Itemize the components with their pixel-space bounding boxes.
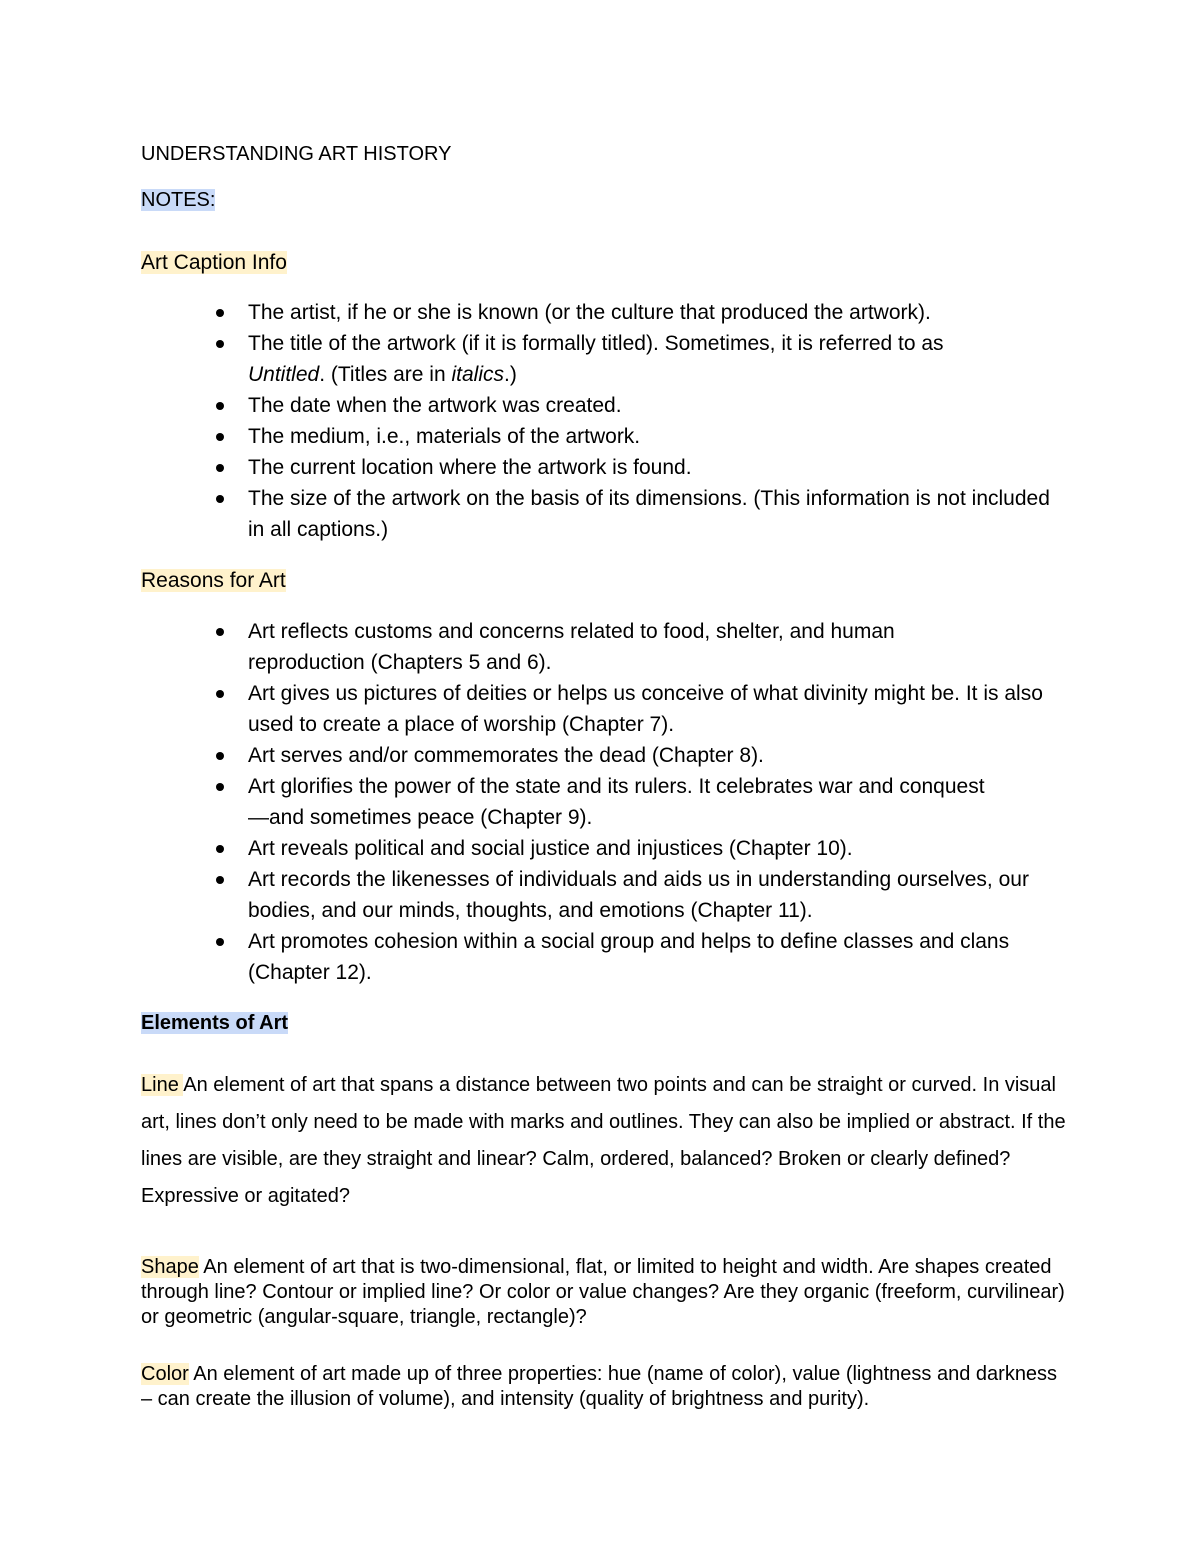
list-item: Art glorifies the power of the state and its rulers. It celebrates war and conquest—and sometimes peace (Chapter 9). [141,771,988,833]
list-item: The current location where the artwork is found. [141,452,1071,483]
item-text: .) [503,363,517,386]
shape-text: An element of art that is two-dimensional, flat, or limited to height and width. Are shapes created through line? Contour or implied line? Or color or value changes? Are they organic (freeform, curvilinear) or geometric (angular-square, triangle, rectangle)? [141,1256,1065,1328]
notes-label-block [141,187,215,213]
list-item: The size of the artwork on the basis of its dimensions. (This information is not included in all captions.) [141,483,1068,545]
line-text: An element of art that spans a distance between two points and can be straight or curved. In visual art, lines don’t only need to be made with marks and outlines. They can also be implied or abstract. If the lines are visible, are they straight and linear? Calm, ordered, balanced? Broken or clearly defined? Expressive or agitated? [141,1074,1066,1207]
item-text: . (Titles are in [319,363,452,386]
document-title: UNDERSTANDING ART HISTORY [141,143,452,165]
shape-term: Shape [141,1256,199,1278]
list-item: Art promotes cohesion within a social group and helps to define classes and clans (Chapter 12). [141,926,1058,988]
list-item: Art records the likenesses of individuals and aids us in understanding ourselves, our bodies, and our minds, thoughts, and emotions (Chapter 11). [141,864,1048,926]
list-item: Art gives us pictures of deities or helps us conceive of what divinity might be. It is also used to create a place of worship (Chapter 7). [141,678,1063,740]
caption-heading: Art Caption Info [141,251,287,274]
color-paragraph [141,1362,1071,1412]
reasons-list [141,616,1071,988]
reasons-heading-block [141,567,286,595]
color-text: An element of art made up of three properties: hue (name of color), value (lightness and darkness – can create the illusion of volume), and intensity (quality of brightness and purity). [141,1363,1058,1410]
line-term: Line [141,1074,184,1096]
elements-heading: Elements of Art [141,1012,289,1034]
item-text: The title of the artwork (if it is formally titled). Sometimes, it is referred to as [248,332,944,355]
list-item: Art reflects customs and concerns related to food, shelter, and human reproduction (Chapters 5 and 6). [141,616,988,678]
elements-heading-block [141,1010,288,1036]
item-italic: Untitled [248,363,320,386]
caption-list [141,297,1071,545]
list-item: The medium, i.e., materials of the artwork. [141,421,1071,452]
list-item: The date when the artwork was created. [141,390,1071,421]
line-paragraph [141,1067,1071,1215]
list-item [141,328,1071,390]
caption-heading-block [141,249,287,277]
shape-paragraph [141,1255,1071,1330]
item-italic: italics [451,363,504,386]
color-term: Color [141,1363,189,1385]
list-item: Art reveals political and social justice and injustices (Chapter 10). [141,833,1071,864]
list-item: The artist, if he or she is known (or the culture that produced the artwork). [141,297,1071,328]
reasons-heading: Reasons for Art [141,569,286,592]
list-item: Art serves and/or commemorates the dead (Chapter 8). [141,740,1071,771]
notes-label: NOTES: [141,189,216,211]
